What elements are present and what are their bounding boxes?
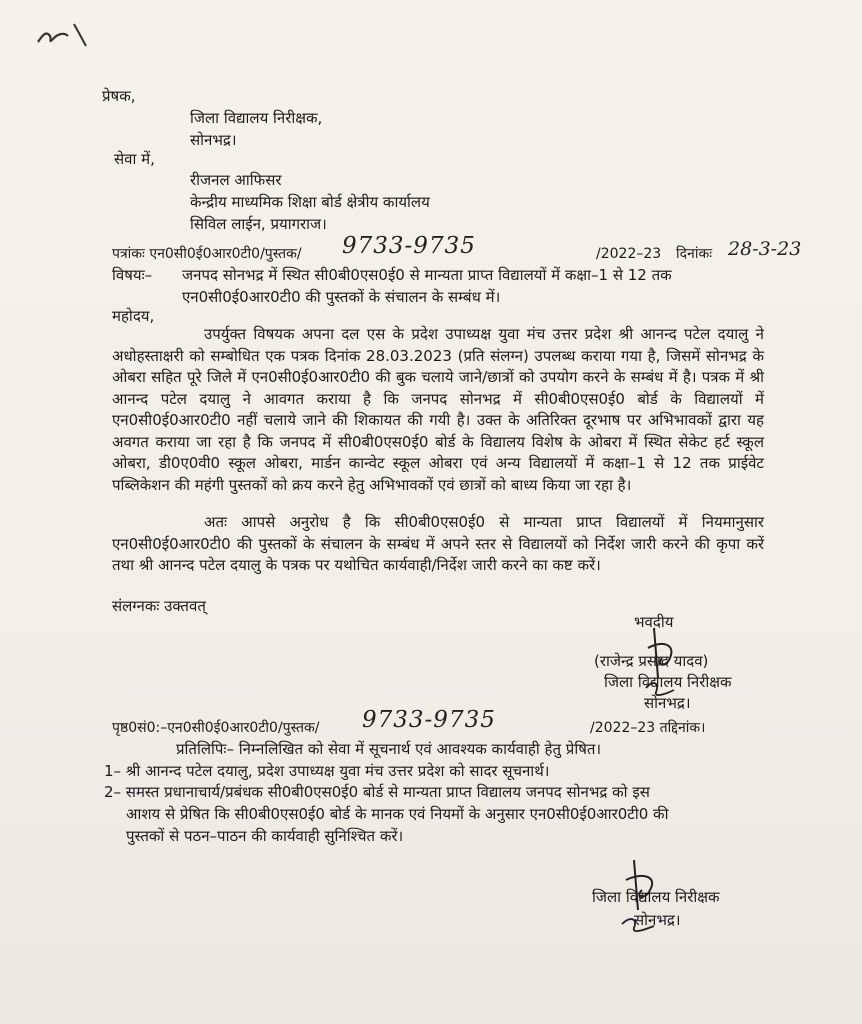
copy-signatory-place: सोनभद्र। <box>634 911 681 929</box>
signatory-title: जिला विद्यालय निरीक्षक <box>604 673 732 691</box>
copy-item-2-line-2: आशय से प्रेषित कि सी0बी0एस0ई0 बोर्ड के मानक एवं नियमों के अनुसार एन0सी0ई0आर0टी0 की <box>126 805 669 823</box>
subject-label: विषयः– <box>112 266 153 284</box>
subject-line-2: एन0सी0ई0आर0टी0 की पुस्तकों के संचालन के सम्बंध में। <box>182 288 501 306</box>
copy-reference-suffix: /2022–23 तद्दिनांक। <box>590 720 706 736</box>
copy-item-1: 1– श्री आनन्द पटेल दयालु, प्रदेश उपाध्यक्ष युवा मंच उत्तर प्रदेश को सादर सूचनार्थ। <box>104 762 550 780</box>
corner-scribble <box>34 16 94 56</box>
handwritten-reference-number: 9733-9735 <box>342 233 476 259</box>
copy-signatory-title: जिला विद्यालय निरीक्षक <box>592 888 720 906</box>
signatory-name: (राजेन्द्र प्रसाद यादव) <box>594 652 709 670</box>
body-paragraph-2: अतः आपसे अनुरोध है कि सी0बी0एस0ई0 से मान्यता प्राप्त विद्यालयों में नियमानुसार एन0सी0ई0आर0टी0 की पुस्तकों के संचालन के सम्बंध में अपने स्तर से विद्यालयों को निर्देश जारी करने की कृपा करें तथा श्री आनन्द पटेल दयालु के पत्रक पर यथोचित कार्यवाही/निर्देश जारी करने का कष्ट करें। <box>112 513 764 574</box>
enclosure-note: संलग्नकः उक्तवत् <box>112 597 206 615</box>
sender-title: जिला विद्यालय निरीक्षक, <box>190 109 323 127</box>
sender-place: सोनभद्र। <box>190 131 237 149</box>
salutation: महोदय, <box>112 307 155 325</box>
to-label: सेवा में, <box>114 150 155 168</box>
recipient-line-2: केन्द्रीय माध्यमिक शिक्षा बोर्ड क्षेत्रीय कार्यालय <box>190 193 430 211</box>
copy-item-2-line-3: पुस्तकों से पठन–पाठन की कार्यवाही सुनिश्चित करें। <box>126 827 404 845</box>
subject-line-1: जनपद सोनभद्र में स्थित सी0बी0एस0ई0 से मान्यता प्राप्त विद्यालयों में कक्षा–1 से 12 तक <box>182 266 672 284</box>
handwritten-date: 28-3-23 <box>728 238 802 260</box>
reference-year: /2022–23 <box>596 246 662 262</box>
recipient-line-3: सिविल लाईन, प्रयागराज। <box>190 215 327 233</box>
body-paragraph-1: उपर्युक्त विषयक अपना दल एस के प्रदेश उपाध्यक्ष युवा मंच उत्तर प्रदेश श्री आनन्द पटेल दयालु ने अधोहस्ताक्षरी को सम्बोधित एक पत्रक दिनांक 28.03.2023 (प्रति संलग्न) उपलब्ध कराया गया है, जिसमें सोनभद्र के ओबरा सहित पूरे जिले में एन0सी0ई0आर0टी0 की बुक चलाये जाने/छात्रों को उपयोग करने के सम्बंध में है। पत्रक में श्री आनन्द पटेल दयालु ने आवगत कराया है कि जनपद सोनभद्र में सी0बी0एस0ई0 बोर्ड के विद्यालयों में एन0सी0ई0आर0टी0 नहीं चलाये जाने की शिकायत की गयी है। उक्त के अतिरिक्त दूरभाष पर अभिभावकों द्वारा यह अवगत कराया जा रहा है कि जनपद में सी0बी0एस0ई0 बोर्ड के विद्यालय विशेष के ओबरा में स्थित सेकेट हर्ट स्कूल ओबरा, डी0ए0वी0 स्कूल ओबरा, मार्डन कान्वेट स्कूल ओबरा एवं अन्य विद्यालयों में कक्षा–1 से 12 तक प्राईवेट पब्लिकेशन की महंगी पुस्तकों को क्रय करने हेतु अभिभावकों एवं छात्रों को बाध्य किया जा रहा है। <box>112 325 764 494</box>
copy-reference-prefix: पृष्ठ0सं0:–एन0सी0ई0आर0टी0/पुस्तक/ <box>112 720 320 736</box>
reference-prefix: पत्रांकः एन0सी0ई0आर0टी0/पुस्तक/ <box>112 246 302 262</box>
copy-handwritten-reference-number: 9733-9735 <box>362 707 496 733</box>
copy-item-2-line-1: 2– समस्त प्रधानाचार्य/प्रबंधक सी0बी0एस0ई0 बोर्ड से मान्यता प्राप्त विद्यालय जनपद सोनभद्र को इस <box>104 783 650 801</box>
closing: भवदीय <box>634 613 674 631</box>
date-label: दिनांकः <box>676 246 713 262</box>
recipient-line-1: रीजनल आफिसर <box>190 171 282 189</box>
copy-intro: प्रतिलिपिः– निम्नलिखित को सेवा में सूचनार्थ एवं आवश्यक कार्यवाही हेतु प्रेषित। <box>176 740 602 758</box>
signatory-place: सोनभद्र। <box>644 694 691 712</box>
sender-label: प्रेषक, <box>102 87 136 105</box>
